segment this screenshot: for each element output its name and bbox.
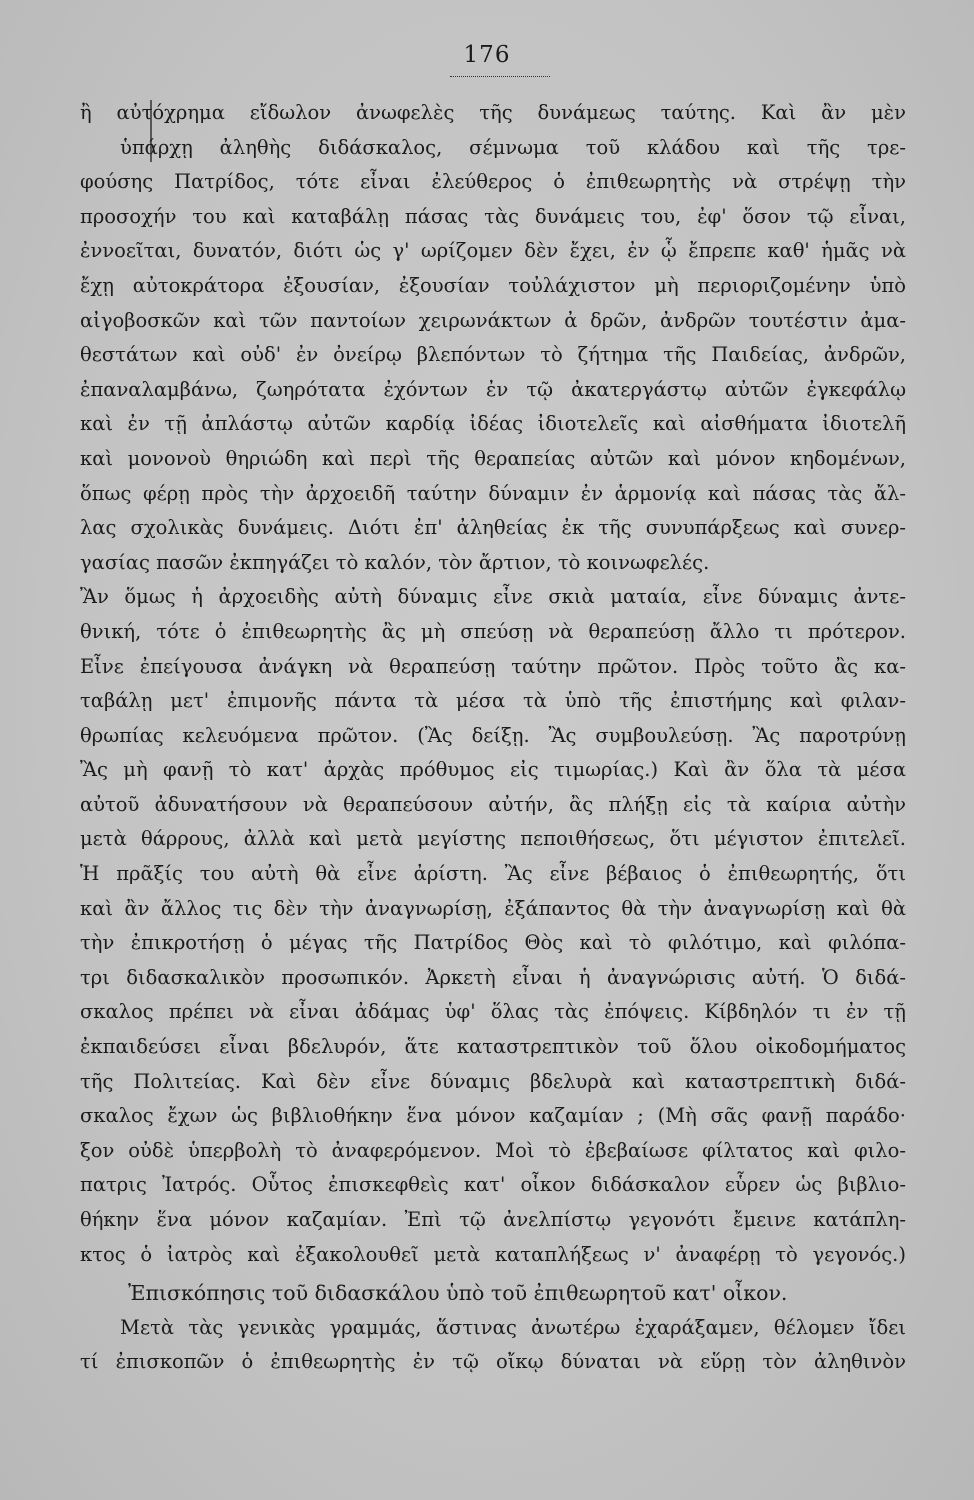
text-line: λας σχολικὰς δυνάμεις. Διότι ἐπ' ἀληθείας ἐκ τῆς συνυπάρξεως καὶ συνερ- <box>80 516 906 540</box>
text-line: ἐκπαιδεύσει εἶναι βδελυρόν, ἅτε καταστρεπτικὸν τοῦ ὅλου οἰκοδομήματος <box>80 1035 906 1059</box>
text-line: σκαλος πρέπει νὰ εἶναι ἀδάμας ὑφ' ὅλας τὰς ἐπόψεις. Κίβδηλόν τι ἐν τῇ <box>80 1000 906 1024</box>
text-line: Ἂς μὴ φανῇ τὸ κατ' ἀρχὰς πρόθυμος εἰς τιμωρίας.) Καὶ ἂν ὅλα τὰ μέσα <box>80 758 906 782</box>
text-line: θήκην ἕνα μόνον καζαμίαν. Ἐπὶ τῷ ἀνελπίστῳ γεγονότι ἔμεινε κατάπλη- <box>80 1208 906 1231</box>
section-heading: Ἐπισκόπησις τοῦ διδασκάλου ὑπὸ τοῦ ἐπιθεωρητοῦ κατ' οἶκον. <box>128 1281 788 1306</box>
text-line: Ἡ πρᾶξίς του αὐτὴ θὰ εἶνε ἀρίστη. Ἂς εἶνε βέβαιος ὁ ἐπιθεωρητής, ὅτι <box>80 862 906 886</box>
text-line: ταβάλῃ μετ' ἐπιμονῆς πάντα τὰ μέσα τὰ ὑπὸ τῆς ἐπιστήμης καὶ φιλαν- <box>80 689 906 713</box>
body-text <box>80 96 906 1380</box>
text-line: ἔχῃ αὐτοκράτορα ἐξουσίαν, ἐξουσίαν τοὐλάχιστον μὴ περιοριζομένην ὑπὸ <box>80 273 906 297</box>
text-line: καὶ μονονοὺ θηριώδη καὶ περὶ τῆς θεραπείας αὐτῶν καὶ μόνον κηδομένων, <box>80 446 906 470</box>
text-line: ἐπαναλαμβάνω, ζωηρότατα ἐχόντων ἐν τῷ ἀκατεργάστῳ αὐτῶν ἐγκεφάλῳ <box>80 377 906 401</box>
text-line: θρωπίας κελευόμενα πρῶτον. (Ἂς δείξῃ. Ἂς συμβουλεύσῃ. Ἂς παροτρύνῃ <box>80 723 906 747</box>
text-line: τὴν ἐπικροτήσῃ ὁ μέγας τῆς Πατρίδος Θὸς καὶ τὸ φιλότιμο, καὶ φιλόπα- <box>80 931 906 955</box>
text-line: προσοχήν του καὶ καταβάλῃ πάσας τὰς δυνάμεις του, ἐφ' ὅσον τῷ εἶναι, <box>80 204 906 228</box>
text-line: Μετὰ τὰς γενικὰς γραμμάς, ἅστινας ἀνωτέρω ἐχαράξαμεν, θέλομεν ἴδει <box>120 1315 906 1339</box>
text-line: τῆς Πολιτείας. Καὶ δὲν εἶνε δύναμις βδελυρὰ καὶ καταστρεπτικὴ διδά- <box>80 1069 906 1093</box>
text-line: Εἶνε ἐπείγουσα ἀνάγκη νὰ θεραπεύσῃ ταύτην πρῶτον. Πρὸς τοῦτο ἂς κα- <box>80 654 906 678</box>
text-line: πατρις Ἰατρός. Οὗτος ἐπισκεφθεὶς κατ' οἶκον διδάσκαλον εὗρεν ὡς βιβλιο- <box>80 1173 906 1197</box>
text-line: ξον οὐδὲ ὑπερβολὴ τὸ ἀναφερόμενον. Μοὶ τὸ ἐβεβαίωσε φίλτατος καὶ φιλο- <box>80 1138 906 1162</box>
text-line: θνική, τότε ὁ ἐπιθεωρητὴς ἂς μὴ σπεύσῃ νὰ θεραπεύσῃ ἄλλο τι πρότερον. <box>80 619 906 643</box>
text-line: τρι διδασκαλικὸν προσωπικόν. Ἀρκετὴ εἶναι ἡ ἀναγνώρισις αὐτή. Ὁ διδά- <box>80 965 906 989</box>
text-line: αὐτοῦ ἀδυνατήσουν νὰ θεραπεύσουν αὐτήν, ἂς πλήξῃ εἰς τὰ καίρια αὐτὴν <box>80 792 906 816</box>
page-number: 176 <box>463 42 511 68</box>
text-line: σκαλος ἔχων ὡς βιβλιοθήκην ἕνα μόνον καζαμίαν ; (Μὴ σᾶς φανῇ παράδο· <box>80 1104 906 1128</box>
text-line: καὶ ἂν ἄλλος τις δὲν τὴν ἀναγνωρίσῃ, ἐξάπαντος θὰ τὴν ἀναγνωρίσῃ καὶ θὰ <box>80 896 906 920</box>
text-line: ἐννοεῖται, δυνατόν, διότι ὡς γ' ωρίζομεν δὲν ἔχει, ἐν ᾧ ἔπρεπε καθ' ἡμᾶς νὰ <box>80 239 906 263</box>
text-line: τί ἐπισκοπῶν ὁ ἐπιθεωρητὴς ἐν τῷ οἴκῳ δύναται νὰ εὕρῃ τὸν ἀληθινὸν <box>80 1350 906 1374</box>
text-line: κτος ὁ ἰατρὸς καὶ ἐξακολουθεῖ μετὰ καταπλήξεως ν' ἀναφέρῃ τὸ γεγονός.) <box>80 1242 906 1266</box>
text-line: φούσης Πατρίδος, τότε εἶναι ἐλεύθερος ὁ ἐπιθεωρητὴς νὰ στρέψῃ τὴν <box>80 170 906 194</box>
text-line: θεστάτων καὶ οὐδ' ἐν ὀνείρῳ βλεπόντων τὸ ζήτημα τῆς Παιδείας, ἀνδρῶν, <box>80 343 906 367</box>
text-line: ὑπάρχῃ ἀληθὴς διδάσκαλος, σέμνωμα τοῦ κλάδου καὶ τῆς τρε- <box>120 135 906 159</box>
page-number-rule <box>450 76 550 77</box>
text-line: γασίας πασῶν ἐκπηγάζει τὸ καλόν, τὸν ἄρτιον, τὸ κοινωφελές. <box>80 550 710 574</box>
text-line: αἰγοβοσκῶν καὶ τῶν παντοίων χειρωνάκτων ἀ δρῶν, ἀνδρῶν τουτέστιν ἀμα- <box>80 308 906 332</box>
text-line: Ἂν ὅμως ἡ ἀρχοειδὴς αὐτὴ δύναμις εἶνε σκιὰ ματαία, εἶνε δύναμις ἀντε- <box>80 585 906 609</box>
text-line: ἢ αὐτόχρημα εἴδωλον ἀνωφελὲς τῆς δυνάμεως ταύτης. Καὶ ἂν μὲν <box>80 101 906 124</box>
text-line: μετὰ θάρρους, ἀλλὰ καὶ μετὰ μεγίστης πεποιθήσεως, ὅτι μέγιστον ἐπιτελεῖ. <box>80 827 906 851</box>
text-line: καὶ ἐν τῇ ἀπλάστῳ αὐτῶν καρδίᾳ ἰδέας ἰδιοτελεῖς καὶ αἰσθήματα ἰδιοτελῆ <box>80 412 906 436</box>
text-line: ὅπως φέρῃ πρὸς τὴν ἀρχοειδῆ ταύτην δύναμιν ἐν ἁρμονίᾳ καὶ πάσας τὰς ἄλ- <box>80 481 906 505</box>
